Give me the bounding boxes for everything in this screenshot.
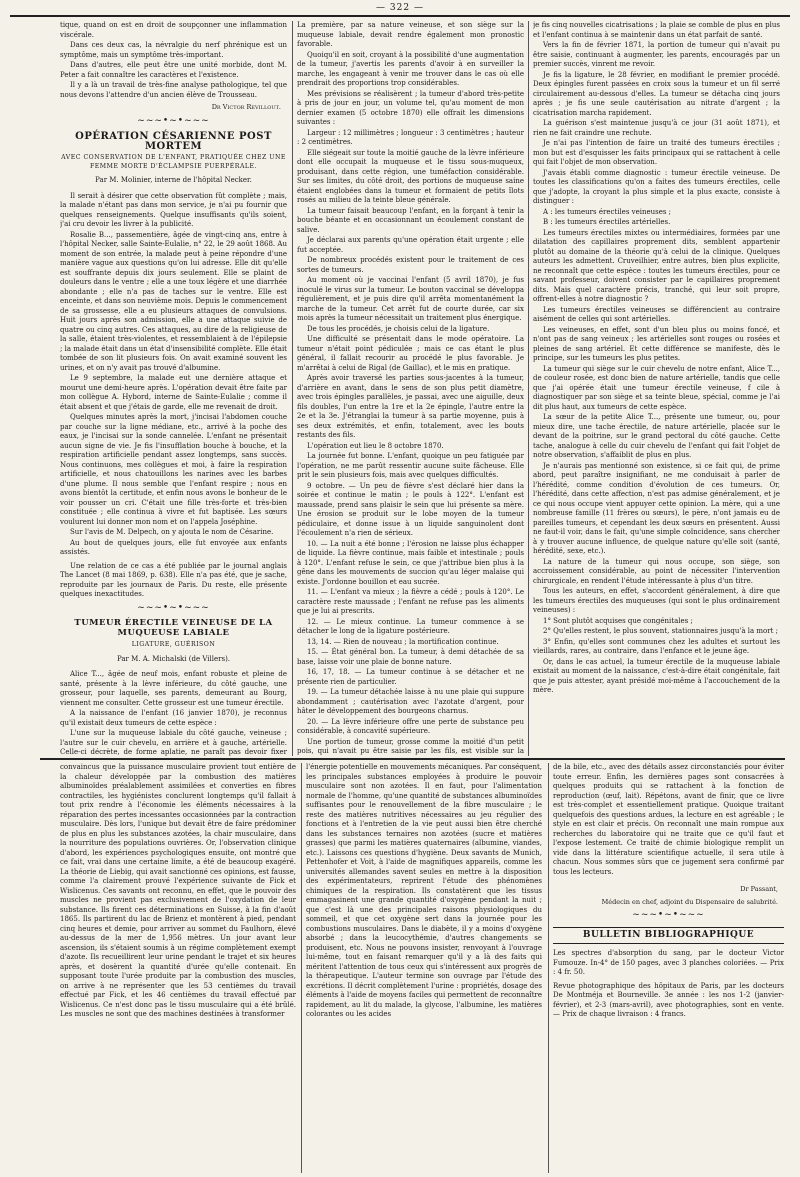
column-divider: [528, 21, 529, 756]
bulletin-title: BULLETIN BIBLIOGRAPHIQUE: [553, 927, 784, 945]
paragraph: B : les tumeurs érectiles artérielles.: [543, 218, 671, 226]
paragraph: Au bout de quelques jours, elle fut envoyée aux enfants assistés.: [60, 538, 287, 556]
paragraph: Je n'ai pas l'intention de faire un traité des tumeurs érectiles ; mon but est d'esquisser les faits principaux qui se rattachent à celle qui fait l'objet de mon observation.: [533, 139, 780, 166]
paragraph: Le 9 septembre, la malade eut une dernière attaque et mourut une demi-heure après. L'opération devait être faite par mon collègue A. Hybord, interne de Sainte-Eulalie ; comme il était absent et que j'étais de garde, elle me revenait de droit.: [60, 374, 287, 411]
column-divider: [301, 763, 302, 1173]
article-title: TUMEUR ÉRECTILE VEINEUSE DE LA MUQUEUSE LABIALE: [74, 618, 273, 638]
paragraph: Quoiqu'il en soit, croyant à la possibilité d'une augmentation de la tumeur, j'avertis les parents d'avoir à en surveiller la marche, les engageant à venir me trouver dans le cas où elle prendrait des proportions trop considérables.: [297, 50, 524, 87]
bulletin-item: Les spectres d'absorption du sang, par le docteur Victor Fumouze. In-4° de 150 pages, avec 3 planches coloriées. — Prix : 4 fr. 50.: [553, 949, 784, 976]
paragraph: Une relation de ce cas a été publiée par le journal anglais The Lancet (8 mai 1869, p. 638). Elle n'a pas été, que je sache, reproduite par les journaux de Paris. Du reste, elle présente quelques inexactitudes.: [60, 561, 287, 598]
paragraph: Quelques minutes après la mort, j'incisai l'abdomen couche par couche sur la ligne médiane, etc., arrivé à la poche des eaux, je l'incisai sur la sonde cannelée. L'enfant ne présentait aucun signe de vie. Je fis l'insufflation bouche à bouche, et la respiration artificielle pendant assez longtemps, sans succès. Nous continuons, mes collègues et moi, à faire la respiration artificielle, et nous chatouillons les narines avec les barbes d'une plume. Il nous semble que l'enfant respire ; nous en avons bientôt la certitude, et enfin nous avons le bonheur de le voir pousser un cri. C'était une fille très-forte et très-bien constituée ; elle continua à vivre et fut baptisée. Les sœurs voulurent lui donner mon nom et on l'appela Joséphine.: [60, 413, 287, 526]
paragraph: Mes prévisions se réalisèrent ; la tumeur d'abord très-petite à pris de jour en jour, un volume tel, qu'au moment de mon dernier examen (5 octobre 1870) elle offrait les dimensions suivantes :: [297, 89, 524, 126]
paragraph: Je fis la ligature, le 28 février, en modifiant le premier procédé. Deux épingles furent passées en croix sous la tumeur et un fil serré circulairement au-dessous d'elles. La tumeur se détacha cinq jours après ; je fis une seule cautérisation au nitrate d'argent ; la cicatrisation marcha rapidement.: [533, 70, 780, 117]
paragraph: l'énergie potentielle en mouvements mécaniques. Par conséquent, les principales substances employées à produire le pouvoir musculaire sont non azotées. Il en faut, pour l'alimentation normale de l'homme, qu'une quantité de substances albuminoïdes suffisantes pour le renouvellement de la fibre musculaire ; le reste des matières nutritives nécessaires au jeu régulier des fonctions et à l'entretien de la vie peut aussi bien être cherché dans les substances ternaires non azotées (sucre et matières grasses) que parmi les matières quaternaires (albumine, viandes, etc.). Laissons ces questions d'hygiène. Deux savants de Munich, Pettenhofer et Voit, à l'aide de magnifiques appareils, comme les universités allemandes savent seules en mettre à la disposition des expérimentateurs, reprirent l'étude des phénomènes chimiques de la respiration. Ils constatèrent que les tissus emmagasinent une grande quantité d'oxygène pendant la nuit ; que c'est là une des principales raisons physiologiques du sommeil, et que cet oxygène sert dans la journée pour les combustions musculaires. Dans le diabète, il y a moins d'oxygène absorbé ; dans la leucocythémie, d'autres changements se produisent, etc. Nous ne pouvons insister, renvoyant à l'ouvrage lui-même, tout en faisant remarquer qu'il y a là des faits qui méritent l'attention de tous ceux qui s'intéressent aux progrès de la thérapeutique. L'auteur termine son ouvrage par l'étude des excrétions. Il décrit complètement l'urine : propriétés, dosage des éléments à l'aide de moyens faciles qui permettent de reconnaître rapidement, au lit du malade, la glycose, l'albumine, les matières colorantes ou les acides: [306, 763, 542, 1018]
column-3: [533, 21, 780, 756]
paragraph: 15. — État général bon. La tumeur, à demi détachée de sa base, laisse voir une plaie de bonne nature.: [297, 648, 524, 666]
paragraph: Il y a là un travail de très-fine analyse pathologique, tel que nous devons l'attendre d'un ancien élève de Trousseau.: [60, 81, 287, 99]
article-byline: Par M. A. Michalski (de Villers).: [116, 654, 231, 663]
paragraph: De nombreux procédés existent pour le traitement de ces sortes de tumeurs.: [297, 256, 524, 274]
paragraph: 10. — La nuit a été bonne ; l'érosion ne laisse plus échapper de liquide. La fièvre continue, mais faible et intestinale ; pouls à 120°. L'enfant refuse le sein, ce que j'attribue bien plus à la gêne dans les mouvements de succion qu'au léger malaise qui existe. J'ordonne bouillon et eau sucrée.: [297, 539, 524, 586]
paragraph: tique, quand on est en droit de soupçonner une inflammation viscérale.: [60, 21, 287, 39]
paragraph: La nature de la tumeur qui nous occupe, son siège, son accroissement considérable, au point de nécessiter l'intervention chirurgicale, en rendent l'étude intéressante à plus d'un titre.: [533, 557, 780, 585]
paragraph: de la bile, etc., avec des détails assez circonstanciés pour éviter toute erreur. Enfin, les dernières pages sont consacrées à quelques produits qui se rattachent à la fonction de reproduction (œuf, lait). Répétons, avant de finir, que ce livre est très-complet et essentiellement pratique. Quoique traitant quelquefois des questions ardues, la lecture en est agréable ; le style en est clair et précis. On reconnaît une main rompue aux recherches du laboratoire qui ne traite que ce qu'il faut et l'expose lestement. Ce traité de chimie biologique remplit un vide dans la littérature scientifique actuelle, il sera utile à chacun. Nous sommes sûrs que ce jugement sera confirmé par tous les lecteurs.: [553, 763, 784, 876]
paragraph: La journée fut bonne. L'enfant, quoique un peu fatiguée par l'opération, ne me parût ressentir aucune suite fâcheuse. Elle prit le sein plusieurs fois, mais avec quelques difficultés.: [297, 452, 524, 479]
paragraph: A : les tumeurs érectiles veineuses ;: [543, 207, 672, 216]
paragraph: 2° Qu'elles restent, le plus souvent, stationnaires jusqu'à la mort ;: [543, 627, 778, 635]
paragraph: La première, par sa nature veineuse, et son siège sur la muqueuse labiale, devait rendre également mon pronostic favorable.: [297, 21, 524, 48]
paragraph: Largeur : 12 millimètres ; longueur : 3 centimètres ; hauteur : 2 centimètres.: [297, 128, 524, 146]
paragraph: Une portion de tumeur, grosse comme la moitié d'un petit pois, qui n'avait pu être saisie par les fils, est visible sur la: [297, 737, 524, 755]
paragraph: Après avoir traversé les parties sous-jacentes à la tumeur, d'arrière en avant, dans le sens de son plus petit diamètre, avec trois épingles parallèles, je passai, avec une aiguille, deux fils doubles, l'un entre la 1re et la 2e épingle, l'autre entre la 2e et la 3e. J'étranglai la tumeur à sa partie moyenne, puis à ses deux extrémités, et enfin, totalement, avec les bouts restants des fils.: [297, 374, 524, 439]
bottom-column-2: [306, 763, 542, 1173]
paragraph: 11. — L'enfant va mieux ; la fièvre a cédé ; pouls à 120°. Le caractère reste maussade ; l'enfant ne refuse pas les aliments que je lui ai prescrits.: [297, 588, 524, 615]
paragraph: convaincus que la puissance musculaire provient tout entière de la chaleur développée par la combustion des matières albuminoïdes préalablement assimilées et converties en fibres contractiles, les hygiénistes conclurent longtemps qu'il fallait à tout prix rendre à l'économie les éléments nécessaires à la réparation des pertes incessantes occasionnées par la contraction musculaire. Dès lors, l'unique but devait être de faire prédominer de plus en plus les substances azotées, la chair musculaire, dans la nourriture des populations ouvrières. Or, l'observation clinique d'abord, les expériences psychologiques ensuite, ont montré que ce fait, vrai dans une certaine limite, a été de beaucoup exagéré. La théorie de Liebig, qui avait sanctionné ces opinions, est fausse, comme l'a clairement prouvé l'expérience suivante de Fick et Wislicenus. Ces savants ont reconnu, en effet, que le pouvoir des muscles ne provient pas exclusivement de l'oxydation de leur substance. Ils firent ces déterminations en Suisse, à la fin d'août 1865. Ils partirent du lac de Brienz et montèrent à pied, pendant cinq heures et demie, pour arriver au sommet du Faulhorn, élevé au-dessus de la mer de 1,956 mètres. Un jour avant leur ascension, ils s'étaient soumis à un régime complètement exempt d'azote. Ils recueillirent leur urine pendant le trajet et six heures après, et dosèrent la quantité d'urée qu'elle contenait. En supposant toute l'urée produite par la combustion des muscles, on arrive à ne représenter que les 53 centièmes du travail effectué par Fick, et les 46 centièmes du travail effectué par Wislicenus. Ce n'est donc pas le tissu musculaire qui a été brûlé. Les muscles ne sont que des machines destinées à transformer: [60, 763, 296, 1018]
paragraph: 1° Sont plutôt acquises que congénitales ;: [543, 616, 693, 625]
article-title: OPÉRATION CÉSARIENNE POST MORTEM: [75, 131, 272, 152]
article-subtitle: AVEC CONSERVATION DE L'ENFANT, PRATIQUÉE CHEZ UNE FEMME MORTE D'ÉCLAMPSIE PUERPÉRALE.: [61, 154, 286, 170]
paragraph: je fis cinq nouvelles cicatrisations ; la plaie se comble de plus en plus et l'enfant continua à se maintenir dans un état parfait de santé.: [533, 21, 780, 39]
paragraph: L'une sur la muqueuse labiale du côté gauche, veineuse ; l'autre sur le cuir chevelu, en arrière et à gauche, artérielle. Celle-ci décrète, de forme aplatie, ne paraît pas devoir fixer: [60, 729, 287, 756]
article-subtitle: LIGATURE, GUÉRISON: [131, 641, 216, 648]
bulletin-item: Revue photographique des hôpitaux de Paris, par les docteurs De Montméja et Bourneville. 3e année : les nos 1-2 (janvier-février), et 2-3 (mars-avril), avec photographies, sont en vente. — Prix de chaque livraison : 4 francs.: [553, 981, 784, 1018]
paragraph: La tumeur faisait beaucoup l'enfant, en la forçant à tenir la bouche béante et en occasionnant un écoulement constant de salive.: [297, 206, 524, 234]
review-signature-name: Dr Passant,: [740, 885, 778, 893]
ornament-divider: ~~~•~•~~~: [137, 602, 210, 613]
column-divider: [548, 763, 549, 1173]
paragraph: J'avais établi comme diagnostic : tumeur érectile veineuse. De toutes les classifications qu'on a faites des tumeurs érectiles, celle que j'adopte, la croyant la plus simple et la plus exacte, consiste à distinguer :: [533, 168, 780, 205]
paragraph: A la naissance de l'enfant (16 janvier 1870), je reconnus qu'il existait deux tumeurs de cette espèce :: [60, 709, 287, 727]
paragraph: 12. — Le mieux continue. La tumeur commence à se détacher le long de la ligature postérieure.: [297, 617, 524, 635]
paragraph: Alice T..., âgée de neuf mois, enfant robuste et pleine de santé, présente à la lèvre inférieure, du côté gauche, une grosseur, pour laquelle, ses parents, demeurant au Bourg, viennent me consulter. Cette grosseur est une tumeur érectile.: [60, 670, 287, 707]
paragraph: La tumeur qui siège sur le cuir chevelu de notre enfant, Alice T..., de couleur rosée, est donc bien de nature artérielle, tandis que celle que j'ai opérée était une tumeur érectile veineuse, f cile à diagnostiquer par son siège et sa teinte bleue, spécial, comme je l'ai dit plus haut, aux tumeurs de cette espèce.: [533, 364, 780, 411]
column-divider: [292, 21, 293, 756]
paragraph: 9 octobre. — Un peu de fièvre s'est déclaré hier dans la soirée et continue le matin ; le pouls à 122°. L'enfant est maussade, prend sans plaisir le sein que lui présente sa mère. Une érosion se produit sur le lobe moyen de la tumeur pédiculaire, et donne issue à un liquide sanguinolent dont l'écoulement n'a rien de sérieux.: [297, 481, 524, 537]
paragraph: L'opération eut lieu le 8 octobre 1870.: [307, 441, 444, 450]
paragraph: Vers la fin de février 1871, la portion de tumeur qui n'avait pu être saisie, continuant à augmenter, les parents, encouragés par un premier succès, vinrent me revoir.: [533, 41, 780, 68]
column-1: [60, 21, 287, 756]
paragraph: La guérison s'est maintenue jusqu'à ce jour (31 août 1871), et rien ne fait craindre une rechute.: [533, 119, 780, 137]
paragraph: Les veineuses, en effet, sont d'un bleu plus ou moins foncé, et n'ont pas de sang veineux ; les artérielles sont rouges ou rosées et pleines de sang artériel. Et cette différence se manifeste, dès le principe, sur les tumeurs les plus petites.: [533, 325, 780, 362]
paragraph: Les tumeurs érectiles mixtes ou intermédiaires, formées par une dilatation des capillaires proprement dits, semblent appartenir plutôt au domaine de la théorie qu'à celui de la clinique. Quelques auteurs les admettent. Cruveilhier, entre autres, bien plus explicite, ne reconnaît que cette espèce : toutes les tumeurs érectiles, pour ce savant professeur, doivent consister par le capillaires proprement dits. Mais quel caractère précis, tranché, qui leur soit propre, offrent-elles à notre diagnostic ?: [533, 228, 780, 303]
paragraph: 20. — La lèvre inférieure offre une perte de substance peu considérable, à concavité supérieure.: [297, 717, 524, 735]
ornament-divider: ~~~•~•~~~: [632, 910, 705, 920]
header-rule: [10, 15, 790, 17]
paragraph: Elle siégeait sur toute la moitié gauche de la lèvre inférieure dont elle occupait la muqueuse et le tissu sous-muqueux, produisant, dans cette région, une tuméfaction considérable. Sur ses limites, du côté droit, des portions de muqueuse saine étaient englobées dans la tumeur et formaient de petits îlots rosés au milieu de la teinte bleue générale.: [297, 148, 524, 204]
paragraph: Sur l'avis de M. Delpech, on y ajouta le nom de Césarine.: [70, 528, 274, 536]
paragraph: 16, 17, 18. — La tumeur continue à se détacher et ne présente rien de particulier.: [297, 668, 524, 686]
paragraph: La sœur de la petite Alice T..., présente une tumeur, ou, pour mieux dire, une tache érectile, de nature artérielle, placée sur le devant de la poitrine, sur le grand pectoral du côté gauche. Cette tache, analogue à celle du cuir chevelu de l'enfant qui fait l'objet de notre observation, s'affaiblit de plus en plus.: [533, 413, 780, 459]
paragraph: Il serait à désirer que cette observation fût complète ; mais, la malade n'étant pas dans mon service, je n'ai pu fournir que quelques renseignements. Quelque insuffisants qu'ils soient, j'ai cru devoir les livrer à la publicité.: [60, 191, 287, 228]
paragraph: De tous les procédés, je choisis celui de la ligature.: [307, 324, 490, 333]
paragraph: Or, dans le cas actuel, la tumeur érectile de la muqueuse labiale existait au moment de la naissance, c'est-à-dire était congénitale, fait que je puis attester, ayant présidé moi-même à l'accouchement de la mère.: [533, 657, 780, 694]
paragraph: Dans d'autres, elle peut être une unité morbide, dont M. Peter a fait connaître les caractères et l'existence.: [60, 61, 287, 79]
bottom-column-1: [60, 763, 296, 1173]
article-byline: Par M. Molinier, interne de l'hôpital Necker.: [95, 176, 252, 184]
paragraph: 3° Enfin, qu'elles sont communes chez les adultes et surtout les vieillards, rares, au contraire, dans l'enfance et le jeune âge.: [533, 637, 780, 655]
bottom-column-3: [553, 763, 784, 1173]
author-signature: Dr Victor Revillout.: [211, 103, 281, 111]
ornament-divider: ~~~•~•~~~: [137, 115, 210, 126]
paragraph: Je n'aurais pas mentionné son existence, si ce fait qui, de prime abord, peut paraître insignifiant, ne me conduisait à parler de l'hérédité, comme condition d'évolution de ces tumeurs. Or, l'hérédité, dans cette affection, n'est pas admise généralement, et je ce qui nous occupe vient appuyer cette opinion. La mère, qui a une nombreuse famille (11 frères ou sœurs), le père, n'ont jamais eu de pareilles tumeurs, et cependant les deux sœurs en présentent. Aussi ne faut-il voir, dans le fait, qu'une simple coïncidence, sans chercher à y trouver aucune influence, de quelque nature qu'elle soit (santé, hérédité, sexe, etc.).: [533, 461, 780, 555]
section-rule: [40, 758, 785, 760]
paragraph: Les tumeurs érectiles veineuses se différencient au contraire aisément de celles qui sont artérielles.: [533, 305, 780, 323]
review-signature-title: Médecin en chef, adjoint du Dispensaire de salubrité.: [601, 897, 778, 906]
paragraph: Tous les auteurs, en effet, s'accordent généralement, à dire que les tumeurs érectiles des muqueuses (qui sont le plus ordinairement veineuses) :: [533, 587, 780, 614]
paragraph: Une difficulté se présentait dans le mode opératoire. La tumeur n'était point pédiculée ; mais ce cas étant le plus général, il fallait recourir au procédé le plus favorable. Je m'arrêtai à celui de Rigal (de Gaillac), et le mis en pratique.: [297, 335, 524, 372]
paragraph: 19. — La tumeur détachée laisse à nu une plaie qui suppure abondamment ; cautérisation avec l'azotate d'argent, pour hâter le développement des bourgeons charnus.: [297, 688, 524, 715]
paragraph: Au moment où je vaccinai l'enfant (5 avril 1870), je fus inoculé le virus sur la tumeur. Le bouton vaccinal se développa régulièrement, et je puis dire qu'il arrêta momentanément la marche de la tumeur. Cet arrêt fut de courte durée, car six mois après la tumeur nécessitait un traitement plus énergique.: [297, 276, 524, 322]
paragraph: 13, 14. — Rien de nouveau ; la mortification continue.: [307, 637, 499, 646]
paragraph: Je déclarai aux parents qu'une opération était urgente ; elle fut acceptée.: [297, 236, 524, 254]
page-number: — 322 —: [376, 3, 424, 13]
paragraph: Dans ces deux cas, la névralgie du nerf phrénique est un symptôme, mais un symptôme très-important.: [60, 41, 287, 59]
column-2: [297, 21, 524, 756]
paragraph: Rosalie B..., passementière, âgée de vingt-cinq ans, entre à l'hôpital Necker, salle Sainte-Eulalie, n° 22, le 29 août 1868. Au moment de son entrée, la malade peut à peine répondre d'une manière vague aux questions qu'on lui adresse. Elle dit qu'elle est souffrante depuis dix jours seulement. Elle se plaint de douleurs dans le ventre ; elle a une toux légère et une diarrhée abondante ; elle n'a pas de taches sur le ventre. Elle est enceinte, et dans son neuvième mois. Depuis le commencement de sa grossesse, elle a eu plusieurs attaques de convulsions. Huit jours après son admission, elle a une attaque suivie de quatre ou cinq autres. Ces attaques, au dire de la religieuse de la salle, étaient très-violentes, et ressemblaient à de l'épilepsie ; la malade était dans un état d'insensibilité complète. Elle était tombée de son lit plusieurs fois. On avait examiné souvent les urines, et on n'y avait pas trouvé d'albumine.: [60, 230, 287, 372]
